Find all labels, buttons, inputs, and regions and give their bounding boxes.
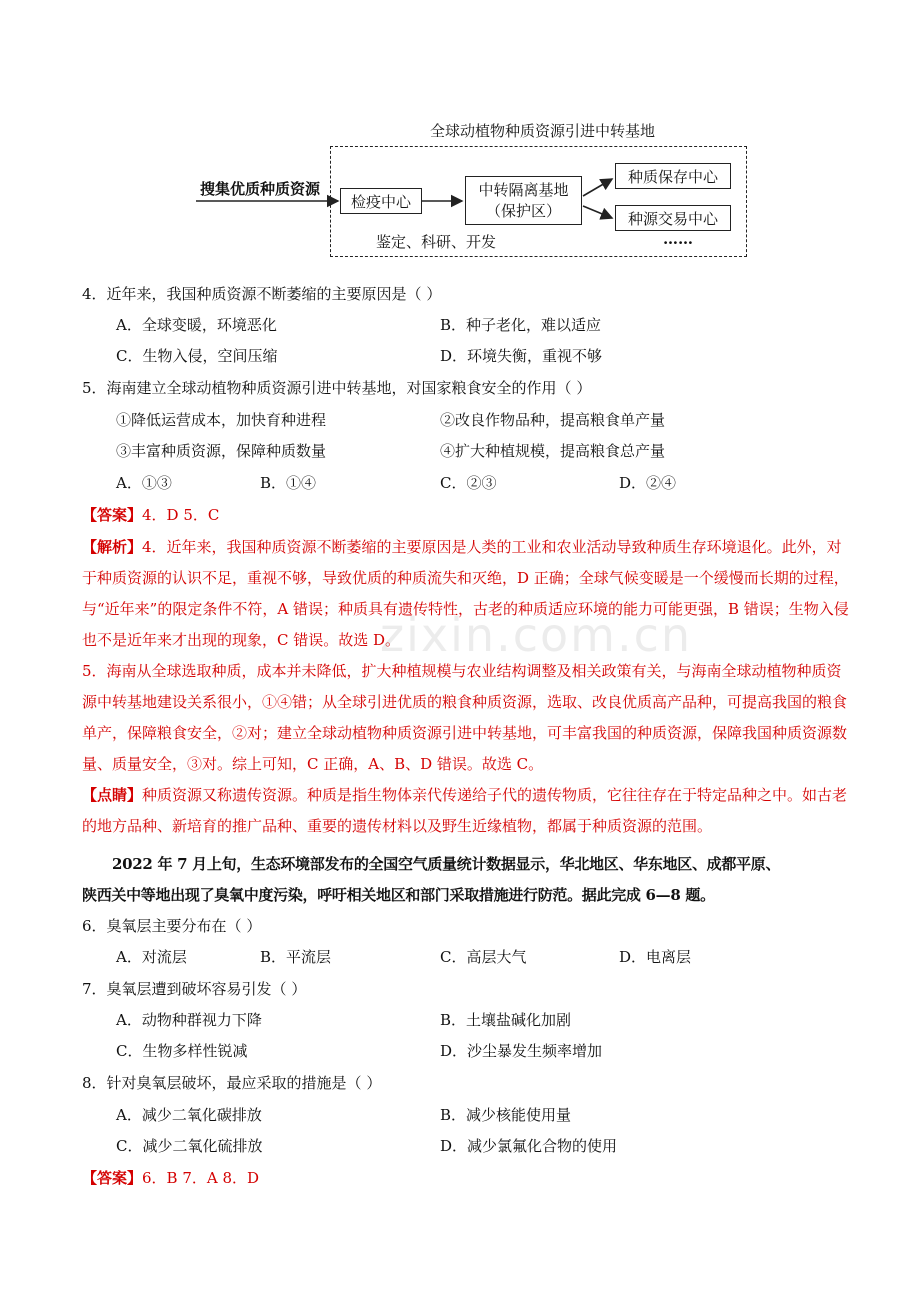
- node-seed-trade: 种源交易中心: [615, 205, 731, 231]
- q5-statement-1: ①降低运营成本，加快育种进程: [116, 411, 327, 429]
- q8-option-a: A．减少二氧化碳排放: [116, 1106, 262, 1124]
- q5-statement-4: ④扩大种植规模，提高粮食总产量: [440, 442, 666, 460]
- watermark: zixin.com.cn: [380, 608, 693, 662]
- q6-option-c: C．高层大气: [440, 948, 527, 966]
- node-base-line1: 中转隔离基地: [478, 180, 569, 199]
- q5-option-c: C．②③: [440, 474, 497, 492]
- intro-line1: 2022 年 7 月上旬，生态环境部发布的全国空气质量统计数据显示，华北地区、华东地区、成都平原、: [112, 855, 781, 873]
- node-quarantine: 检疫中心: [340, 188, 422, 214]
- node-germplasm-save: 种质保存中心: [615, 163, 731, 189]
- diagram-title: 全球动植物种质资源引进中转基地: [430, 122, 656, 140]
- q5-stem: 5．海南建立全球动植物种质资源引进中转基地，对国家粮食安全的作用（ ）: [82, 379, 592, 397]
- q8-option-d: D．减少氯氟化合物的使用: [440, 1137, 618, 1155]
- arrow-base-to-save: [583, 179, 612, 196]
- q4-option-c: C．生物入侵，空间压缩: [116, 347, 278, 365]
- q6-option-d: D．电离层: [619, 948, 692, 966]
- arrow-base-to-trade: [583, 206, 612, 218]
- q5-option-b: B．①④: [260, 474, 317, 492]
- analysis-q4-text: 4．近年来，我国种质资源不断萎缩的主要原因是人类的工业和农业活动导致种质生存环境退化。此外，对于种质资源的认识不足，重视不够，导致优质的种质流失和灭绝，D 正确；全球气候变暖是一个缓慢而长期的过程，与“近年来”的限定条件不符，A 错误；种质具有遗传特性，古老的种质适应环境的能力可能更强，B 错误；生物入侵也不是近年来才出现的现象，C 错误。故选 D。: [82, 538, 849, 649]
- q5-statement-2: ②改良作物品种，提高粮食单产量: [440, 411, 666, 429]
- q5-statement-3: ③丰富种质资源，保障种质数量: [116, 442, 327, 460]
- answer2-tag: 【答案】: [82, 1169, 143, 1187]
- diagram-arrows: [0, 0, 920, 300]
- point-tag: 【点睛】: [82, 786, 143, 804]
- q4-option-d: D．环境失衡，重视不够: [440, 347, 603, 365]
- analysis-q5: 5．海南从全球选取种质，成本并未降低，扩大种植规模与农业结构调整及相关政策有关，与海南全球动植物种质资源中转基地建设关系很小，①④错；从全球引进优质的粮食种质资源，选取、改良优质高产品种，可提高我国的粮食单产，保障粮食安全，②对；建立全球动植物种质资源引进中转基地，可丰富我国的种质资源，保障我国种质资源数量、质量安全，③对。综上可知，C 正确，A、B、D 错误。故选 C。: [82, 662, 848, 773]
- diagram-footer-label: 鉴定、科研、开发: [376, 233, 497, 251]
- answer-6-8: [82, 1168, 259, 1188]
- point-text: 种质资源又称遗传资源。种质是指生物体亲代传递给子代的遗传物质，它往往存在于特定品种之中。如古老的地方品种、新培育的推广品种、重要的遗传材料以及野生近缘植物，都属于种质资源的范围。: [82, 786, 848, 835]
- q6-option-b: B．平流层: [260, 948, 332, 966]
- node-base-line2: （保护区）: [485, 201, 561, 220]
- analysis-tag: 【解析】: [82, 538, 143, 556]
- q7-option-c: C．生物多样性锐减: [116, 1042, 248, 1060]
- node-transfer-base: [465, 176, 582, 225]
- q4-option-b: B．种子老化，难以适应: [440, 316, 602, 334]
- diagram-ellipsis: ……: [663, 230, 693, 248]
- q8-option-b: B．减少核能使用量: [440, 1106, 572, 1124]
- q8-stem: 8．针对臭氧层破坏，最应采取的措施是（ ）: [82, 1074, 382, 1092]
- q7-stem: 7．臭氧层遭到破坏容易引发（ ）: [82, 980, 307, 998]
- q4-option-a: A．全球变暖，环境恶化: [116, 316, 277, 334]
- q7-option-b: B．土壤盐碱化加剧: [440, 1011, 572, 1029]
- answer-tag: 【答案】: [82, 506, 143, 524]
- intro-line2: 陕西关中等地出现了臭氧中度污染，呼吁相关地区和部门采取措施进行防范。据此完成 6—8 题。: [82, 886, 715, 904]
- q7-option-d: D．沙尘暴发生频率增加: [440, 1042, 603, 1060]
- q6-stem: 6．臭氧层主要分布在（ ）: [82, 917, 262, 935]
- key-point: [82, 780, 852, 842]
- q5-option-a: A．①③: [116, 474, 172, 492]
- answer-4-5: [82, 505, 219, 525]
- q8-option-c: C．减少二氧化硫排放: [116, 1137, 263, 1155]
- q6-option-a: A．对流层: [116, 948, 187, 966]
- input-label: 搜集优质种质资源: [200, 180, 321, 198]
- q7-option-a: A．动物种群视力下降: [116, 1011, 262, 1029]
- q4-stem: 4．近年来，我国种质资源不断萎缩的主要原因是（ ）: [82, 285, 442, 303]
- q5-option-d: D．②④: [619, 474, 677, 492]
- answer2-text: 6．B 7．A 8．D: [142, 1169, 260, 1187]
- answer-text: 4．D 5．C: [142, 506, 220, 524]
